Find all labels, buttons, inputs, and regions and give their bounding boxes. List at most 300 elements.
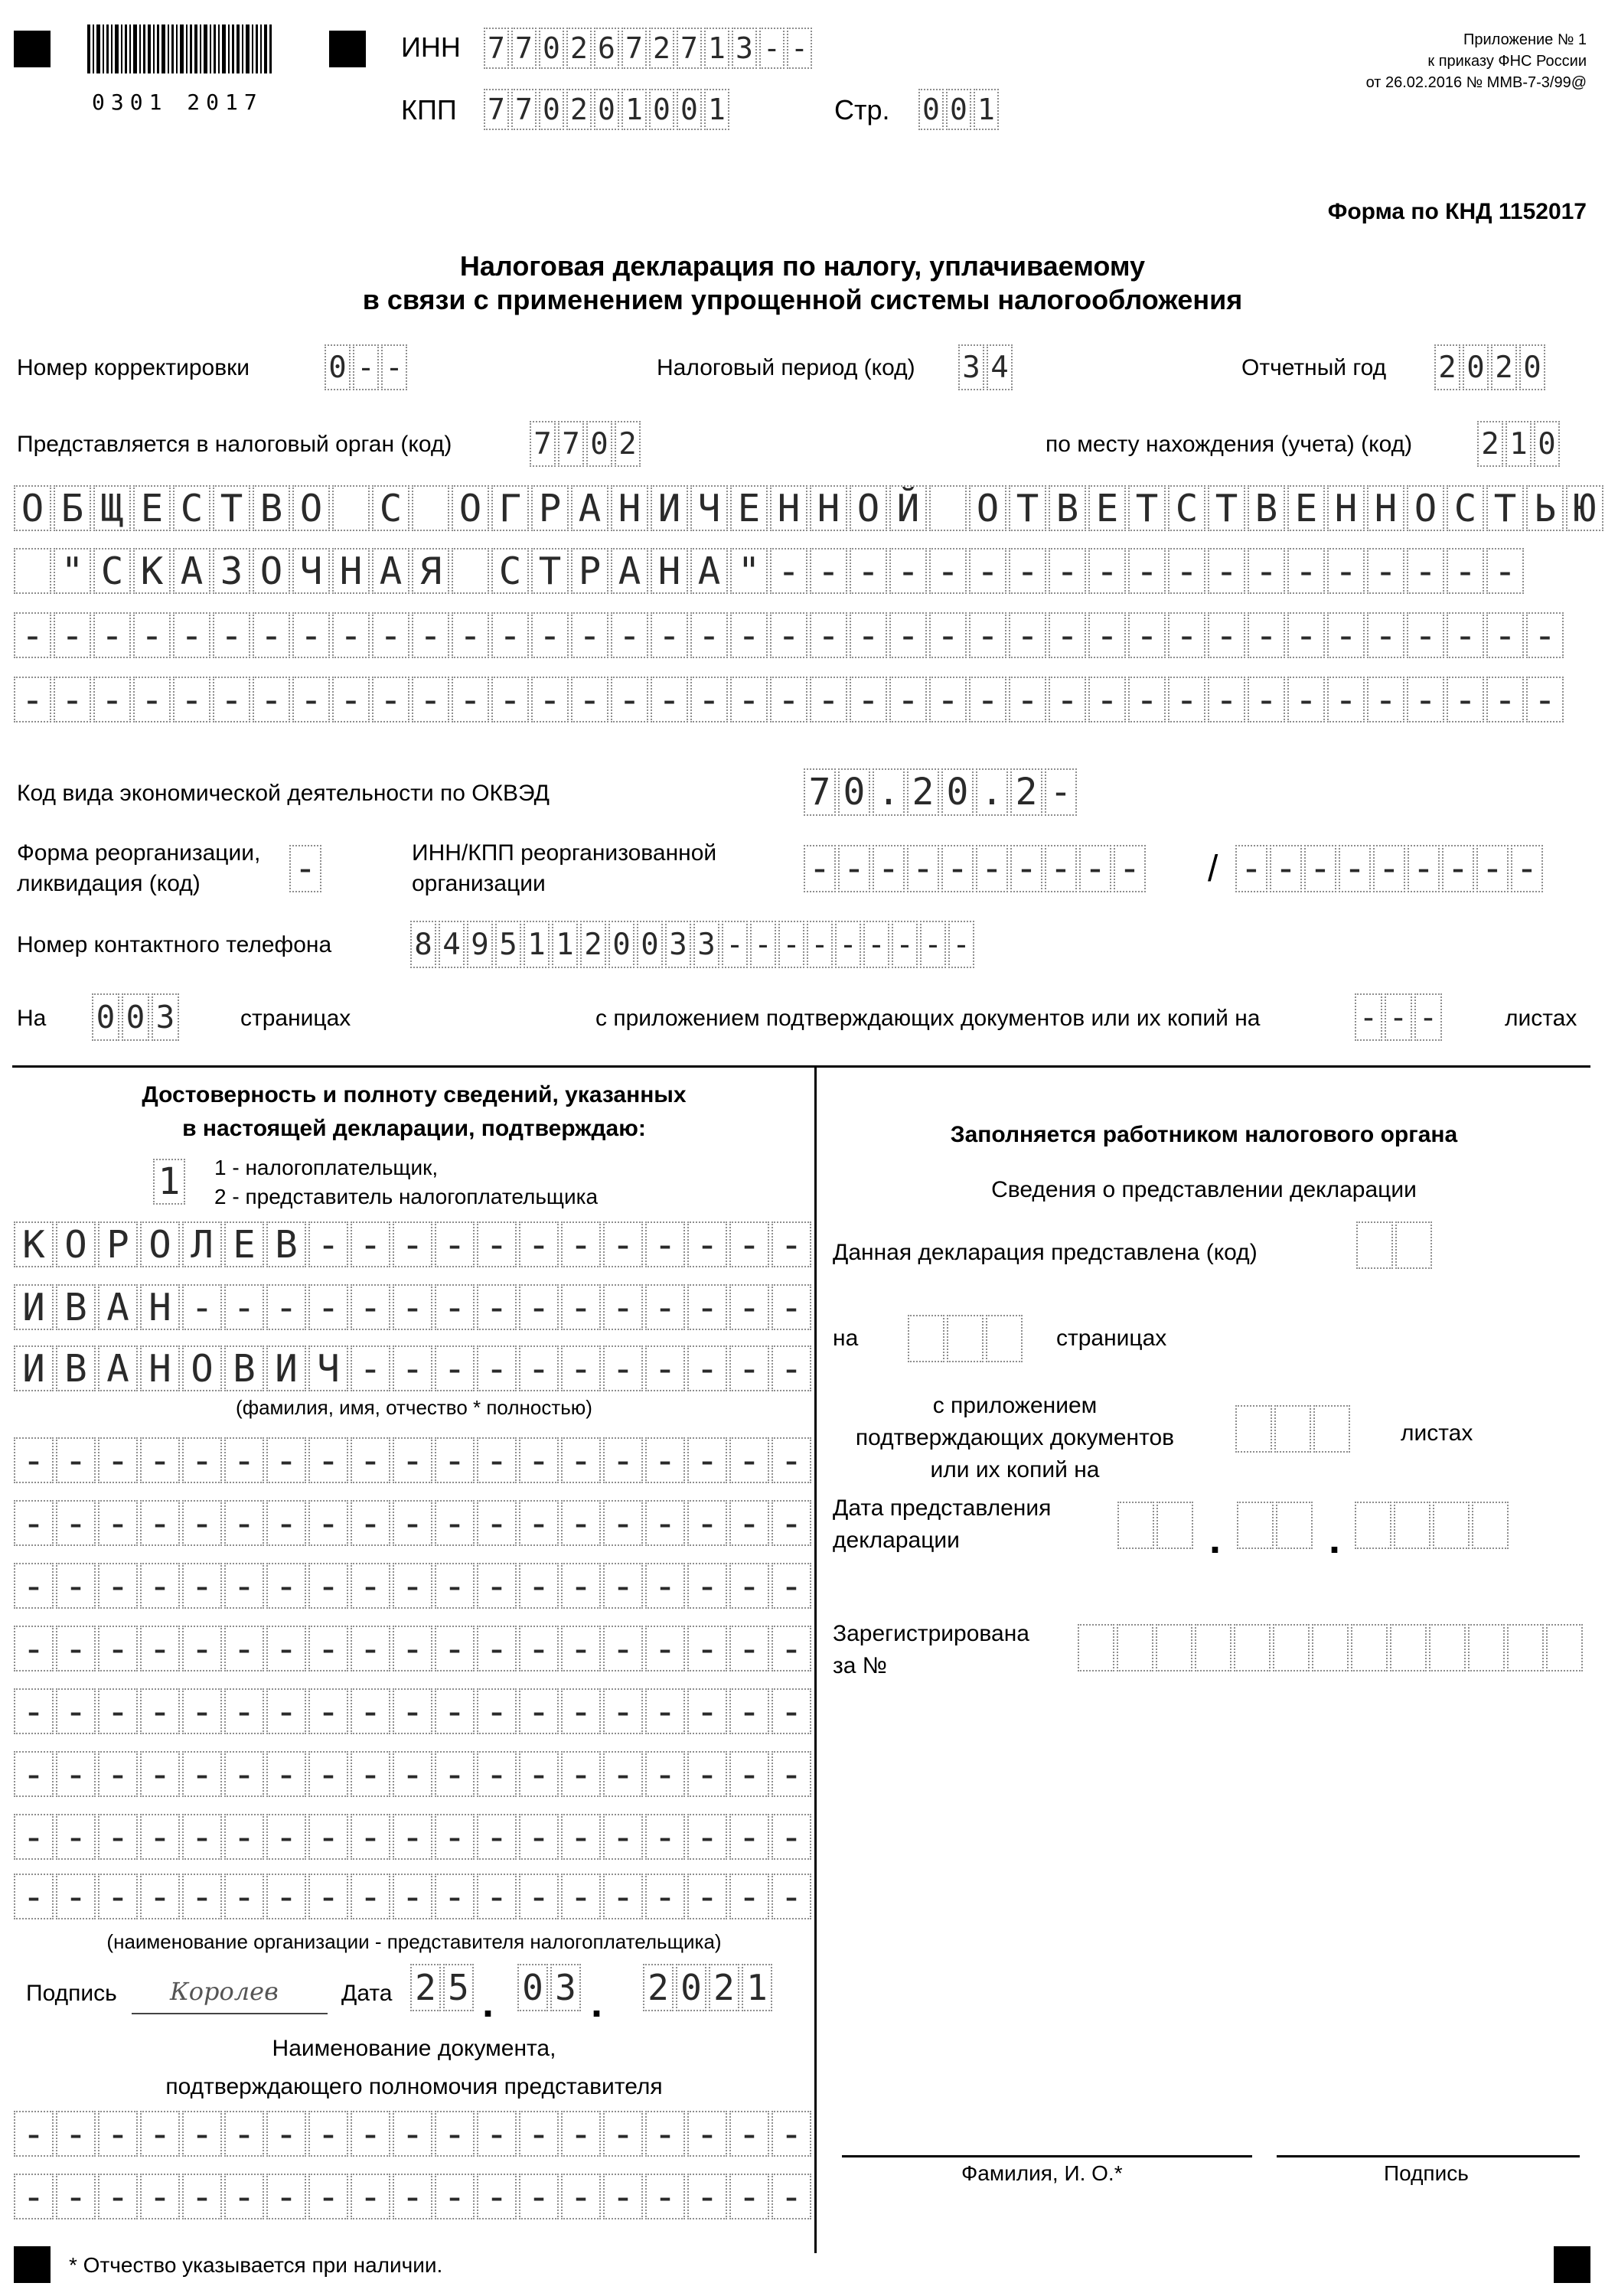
char-cell: - [850,612,887,658]
char-cell: - [687,1688,727,1734]
char-cell: - [351,1284,390,1330]
okved-cells[interactable] [804,768,1077,816]
char-cell: А [372,548,409,594]
char-cell: 0 [539,89,564,130]
char-cell: 0 [92,993,119,1041]
char-cell [986,1315,1023,1362]
char-cell [452,548,489,594]
char-cell: Ю [1566,485,1603,531]
char-cell: - [14,612,51,658]
char-cell: - [289,845,321,892]
char-cell: - [253,677,290,722]
char-cell: - [1414,993,1442,1041]
char-cell: А [690,548,728,594]
char-cell: - [224,1814,264,1860]
char-cell: - [1367,548,1404,594]
presented-cells[interactable] [1356,1221,1432,1269]
char-cell: - [838,845,870,892]
rep-row-3[interactable] [14,1563,811,1609]
char-cell: - [1128,548,1166,594]
char-cell: - [651,677,688,722]
char-cell: - [929,612,967,658]
char-cell: - [182,1751,222,1797]
char-cell: - [182,2111,222,2157]
char-cell: - [56,1751,96,1797]
char-cell: - [54,612,91,658]
char-cell: 7 [621,28,647,69]
rep-row-2[interactable] [14,1500,811,1546]
char-cell: В [1049,485,1086,531]
char-cell: З [213,548,250,594]
char-cell: Е [1287,485,1325,531]
char-cell [1356,1221,1393,1269]
location-label: по месту нахождения (учета) (код) [1046,432,1413,457]
char-cell: - [452,612,489,658]
char-cell: - [182,1437,222,1483]
char-cell: - [729,1874,769,1919]
char-cell: - [14,1437,54,1483]
char-cell: - [224,2174,264,2219]
char-cell: 1 [153,1159,185,1205]
reorg-form-cell[interactable] [289,845,321,892]
char-cell: - [266,1500,306,1546]
char-cell: 0 [677,89,702,130]
char-cell: - [1079,845,1111,892]
char-cell: 8 [410,921,436,968]
char-cell: - [1270,845,1302,892]
char-cell [1546,1624,1583,1671]
char-cell: 2 [566,89,592,130]
signature-line [132,2013,328,2014]
char-cell: Р [531,485,569,531]
char-cell: 2 [649,28,674,69]
rep-row-8[interactable] [14,1874,811,1919]
char-cell: - [266,1814,306,1860]
rep-row-7[interactable] [14,1814,811,1860]
char-cell: - [477,2111,517,2157]
char-cell: - [224,1284,264,1330]
char-cell: - [14,1814,54,1860]
char-cell: - [351,1626,390,1671]
char-cell [947,1315,984,1362]
char-cell: - [224,1563,264,1609]
char-cell: И [651,485,688,531]
char-cell: - [1248,677,1285,722]
char-cell: - [948,921,974,968]
char-cell: - [435,1284,475,1330]
char-cell: - [1407,612,1444,658]
char-cell [1237,1502,1274,1549]
char-cell: - [1114,845,1146,892]
char-cell: - [645,1437,685,1483]
char-cell: - [603,1221,643,1267]
char-cell: - [308,1284,348,1330]
char-cell: - [561,1874,601,1919]
char-cell: - [173,677,210,722]
char-cell: О [56,1221,96,1267]
tax-attach-1: с приложением [932,1393,1098,1418]
char-cell: - [976,845,1008,892]
char-cell [1156,1502,1193,1549]
correction-cells[interactable] [325,344,407,390]
char-cell: - [929,677,967,722]
char-cell: - [1049,548,1086,594]
char-cell: - [393,1500,432,1546]
char-cell: - [531,677,569,722]
char-cell: - [1009,612,1046,658]
char-cell: В [56,1345,96,1391]
char-cell: - [1385,993,1412,1041]
pages-cells[interactable] [92,993,179,1041]
char-cell: - [351,1814,390,1860]
char-cell: Н [611,485,648,531]
char-cell: 0 [539,28,564,69]
tax-date-day[interactable] [1117,1502,1193,1549]
char-cell: - [332,677,370,722]
char-cell: - [770,677,807,722]
char-cell: - [690,677,728,722]
fio-caption: (фамилия, имя, отчество * полностью) [236,1396,592,1419]
char-cell: - [561,1284,601,1330]
char-cell: 0 [1463,344,1489,390]
attach-label-post: листах [1505,1006,1577,1031]
char-cell: - [519,2174,559,2219]
char-cell: - [182,1688,222,1734]
inn-cells[interactable] [484,28,812,69]
attach-cells[interactable] [1355,993,1442,1041]
char-cell: - [393,1437,432,1483]
char-cell: Т [1128,485,1166,531]
location-cells[interactable] [1477,421,1560,467]
fio-row-surname[interactable] [14,1221,811,1267]
char-cell: - [351,2111,390,2157]
char-cell [1235,1405,1272,1453]
char-cell [1468,1624,1505,1671]
char-cell: - [14,1563,54,1609]
char-cell: В [253,485,290,531]
char-cell: - [1327,612,1365,658]
char-cell: 0 [122,993,149,1041]
char-cell: - [1486,612,1524,658]
char-cell: - [603,1345,643,1391]
char-cell: С [1168,485,1205,531]
char-cell: - [14,2174,54,2219]
char-cell: - [1327,677,1365,722]
char-cell: В [56,1284,96,1330]
char-cell: С [93,548,131,594]
char-cell: - [213,612,250,658]
char-cell: Б [54,485,91,531]
org-name-row-2[interactable] [14,548,1524,594]
char-cell: - [292,612,330,658]
appendix-line-1: Приложение № 1 [1463,31,1587,48]
char-cell: - [889,548,927,594]
char-cell: - [435,1500,475,1546]
signature-value[interactable]: Королев [170,1977,279,2006]
char-cell: - [645,1814,685,1860]
char-cell: 0 [676,1964,706,2011]
char-cell: - [1407,548,1444,594]
form-knd: Форма по КНД 1152017 [1327,199,1587,224]
fio-row-patronymic[interactable] [14,1345,811,1391]
char-cell: Н [770,485,807,531]
barcode [86,24,277,93]
char-cell: - [810,677,847,722]
char-cell: 1 [704,89,729,130]
reg-number-cells[interactable] [1078,1624,1583,1671]
char-cell: 7 [511,28,537,69]
kpp-cells[interactable] [484,89,729,130]
char-cell [1312,1624,1349,1671]
tax-authority-cells[interactable] [530,421,641,467]
char-cell: К [14,1221,54,1267]
reorg-kpp-cells[interactable] [1235,845,1543,892]
char-cell: - [98,1500,138,1546]
char-cell: 7 [511,89,537,130]
char-cell: Н [140,1284,180,1330]
char-cell: - [393,1688,432,1734]
char-cell: - [1045,768,1077,816]
rep-row-5[interactable] [14,1688,811,1734]
char-cell: - [477,1221,517,1267]
fio-row-name[interactable] [14,1284,811,1330]
tax-date-month[interactable] [1237,1502,1313,1549]
char-cell: - [850,548,887,594]
org-name-row-4[interactable] [14,677,1564,722]
char-cell: Ч [308,1345,348,1391]
char-cell: - [561,1345,601,1391]
sign-date-dot-2: . [591,1980,603,2026]
page-cells[interactable] [918,89,999,130]
char-cell: 2 [615,421,641,467]
char-cell: - [98,2174,138,2219]
char-cell: И [14,1345,54,1391]
char-cell: - [1088,548,1126,594]
reorg-inn-cells[interactable] [804,845,1146,892]
char-cell: - [477,1345,517,1391]
presented-label: Данная декларация представлена (код) [833,1240,1258,1265]
char-cell: 0 [918,89,944,130]
tax-attach-cells[interactable] [1235,1405,1350,1453]
char-cell: 5 [495,921,521,968]
char-cell: - [772,1284,811,1330]
tax-fio-line [842,2155,1252,2157]
char-cell: - [182,1500,222,1546]
year-cells[interactable] [1434,344,1545,390]
char-cell: - [351,1221,390,1267]
char-cell: - [519,2111,559,2157]
char-cell: - [140,1814,180,1860]
char-cell: - [519,1563,559,1609]
doc-row-1[interactable] [14,2111,811,2157]
char-cell: 1 [1506,421,1532,467]
period-cells[interactable] [958,344,1013,390]
char-cell: - [353,344,379,390]
char-cell: - [611,677,648,722]
char-cell: - [1248,612,1285,658]
char-cell: - [1367,677,1404,722]
char-cell: - [571,612,608,658]
column-divider [814,1065,817,2253]
char-cell: - [603,1751,643,1797]
reg-label-1: Зарегистрирована [833,1621,1029,1646]
char-cell: - [14,1874,54,1919]
char-cell: - [1526,612,1564,658]
char-cell: - [645,1563,685,1609]
pages-label-pre: На [17,1006,47,1031]
char-cell: - [351,1563,390,1609]
char-cell: - [687,1563,727,1609]
char-cell: Л [182,1221,222,1267]
char-cell: - [722,921,748,968]
char-cell: Е [224,1221,264,1267]
char-cell: - [729,1626,769,1671]
doc-row-2[interactable] [14,2174,811,2219]
org-name-row-1[interactable] [14,485,1603,531]
char-cell: Н [332,548,370,594]
char-cell: - [561,2174,601,2219]
char-cell: - [1447,677,1484,722]
char-cell: - [1447,548,1484,594]
char-cell: - [98,1688,138,1734]
char-cell: 0 [941,768,974,816]
char-cell: О [1407,485,1444,531]
char-cell: 0 [946,89,971,130]
char-cell: - [531,612,569,658]
char-cell: - [14,1500,54,1546]
char-cell: - [477,1500,517,1546]
char-cell: - [1327,548,1365,594]
char-cell: 3 [665,921,691,968]
reorg-form-label-1: Форма реорганизации, [17,840,261,866]
char-cell: - [645,2111,685,2157]
char-cell: 3 [693,921,719,968]
char-cell: - [1088,612,1126,658]
appendix-line-2: к приказу ФНС России [1427,53,1587,70]
char-cell: - [863,921,889,968]
char-cell: Н [651,548,688,594]
char-cell: 0 [637,921,663,968]
char-cell: 0 [325,344,351,390]
char-cell: - [1486,677,1524,722]
char-cell: 0 [649,89,674,130]
char-cell: - [810,612,847,658]
rep-row-4[interactable] [14,1626,811,1671]
char-cell: Ч [690,485,728,531]
char-cell: - [772,1563,811,1609]
correction-label: Номер корректировки [17,355,250,380]
char-cell: - [1287,612,1325,658]
char-cell: - [729,2111,769,2157]
char-cell: 0 [838,768,870,816]
reg-label-2: за № [833,1653,887,1678]
char-cell: - [372,612,409,658]
char-cell: 2 [643,1964,674,2011]
char-cell: 0 [1534,421,1560,467]
char-cell: - [266,1284,306,1330]
char-cell: - [56,1437,96,1483]
char-cell: - [308,1626,348,1671]
char-cell: - [730,677,768,722]
signer-type-cell[interactable] [153,1159,185,1205]
char-cell [1274,1405,1311,1453]
phone-cells[interactable] [410,921,974,968]
rep-row-1[interactable] [14,1437,811,1483]
char-cell: - [969,612,1006,658]
char-cell: - [393,1874,432,1919]
sign-date-year[interactable] [643,1964,772,2011]
char-cell: - [907,845,939,892]
char-cell: - [519,1626,559,1671]
char-cell: - [571,677,608,722]
char-cell: О [292,485,330,531]
org-name-row-3[interactable] [14,612,1564,658]
char-cell: 2 [1434,344,1460,390]
sign-date-day[interactable] [410,1964,474,2011]
char-cell: 2 [580,921,606,968]
sign-date-dot-1: . [482,1980,494,2026]
char-cell: Т [531,548,569,594]
char-cell: - [519,1221,559,1267]
char-cell: - [645,1874,685,1919]
reorg-inn-label-1: ИНН/КПП реорганизованной [412,840,717,866]
char-cell: 1 [742,1964,772,2011]
char-cell: - [1235,845,1267,892]
kpp-label: КПП [401,94,457,126]
period-label: Налоговый период (код) [657,355,915,380]
char-cell: 1 [524,921,550,968]
char-cell: - [519,1345,559,1391]
char-cell: - [133,612,171,658]
char-cell: - [182,1284,222,1330]
attach-label: с приложением подтверждающих документов или их копий на [595,1006,1261,1031]
char-cell [1078,1624,1114,1671]
char-cell: - [140,1500,180,1546]
char-cell: О [140,1221,180,1267]
char-cell: - [687,1751,727,1797]
char-cell: Я [412,548,449,594]
char-cell: - [351,1688,390,1734]
char-cell: С [173,485,210,531]
char-cell: - [266,1751,306,1797]
char-cell: . [873,768,905,816]
sign-date-month[interactable] [517,1964,581,2011]
char-cell: - [730,612,768,658]
tax-sign-caption: Подпись [1384,2161,1469,2185]
char-cell: - [729,1563,769,1609]
char-cell: - [603,1284,643,1330]
tax-pages-cells[interactable] [908,1315,1023,1362]
char-cell: - [56,2111,96,2157]
tax-date-year[interactable] [1355,1502,1509,1549]
char-cell: О [253,548,290,594]
char-cell: - [308,1814,348,1860]
char-cell: - [772,2111,811,2157]
char-cell: - [98,1814,138,1860]
char-cell [1472,1502,1509,1549]
rep-row-6[interactable] [14,1751,811,1797]
char-cell: - [182,2174,222,2219]
char-cell: В [266,1221,306,1267]
char-cell: - [56,1500,96,1546]
char-cell: - [1049,612,1086,658]
char-cell: Т [213,485,250,531]
char-cell: - [308,2111,348,2157]
char-cell: - [729,1751,769,1797]
reorg-slash: / [1208,849,1218,889]
char-cell: - [435,1345,475,1391]
char-cell [908,1315,944,1362]
